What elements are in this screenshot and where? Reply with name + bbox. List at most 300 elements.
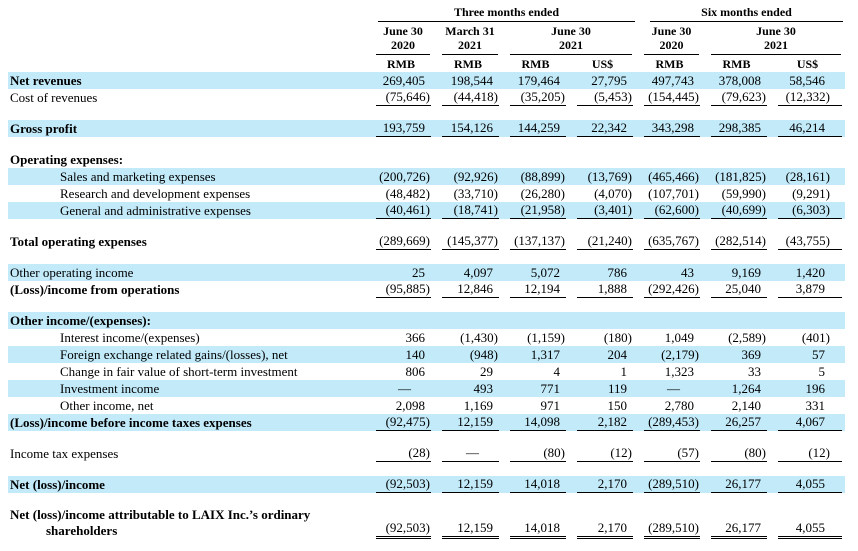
value-cell	[434, 281, 502, 298]
period-june30-2020-6m: June 30 2020	[644, 22, 699, 55]
value: 46,214	[778, 120, 842, 137]
period-june30-2021-6m: June 30 2021	[711, 22, 841, 55]
value: (289,510)	[644, 476, 700, 493]
value: (62,600)	[644, 202, 700, 219]
value: (3,401)	[577, 202, 633, 219]
row-label: Operating expenses:	[10, 152, 124, 167]
value-cell	[770, 72, 845, 89]
value-cell	[636, 89, 703, 106]
value: 12,159	[442, 414, 499, 431]
value: 26,177	[711, 520, 767, 539]
value: (948)	[469, 347, 498, 362]
row-label: Research and development expenses	[60, 186, 251, 201]
value: 204	[607, 347, 627, 362]
value-cell	[770, 363, 845, 380]
value: 331	[805, 398, 825, 413]
value-cell	[703, 281, 770, 298]
value-cell	[703, 202, 770, 219]
value-cell	[770, 202, 845, 219]
row-operating-expenses-heading	[8, 151, 845, 168]
value: 58,546	[789, 73, 825, 88]
value-cell	[569, 233, 636, 250]
value: (12)	[778, 445, 842, 462]
value-cell	[636, 264, 703, 281]
value: 1,317	[530, 347, 560, 362]
value: 2,170	[577, 476, 633, 493]
value-cell	[569, 507, 636, 539]
value-cell	[368, 281, 434, 298]
value-cell	[636, 168, 703, 185]
value-cell	[368, 445, 434, 462]
value-cell	[368, 346, 434, 363]
value: 366	[405, 330, 425, 345]
currency-header: RMB	[722, 57, 751, 71]
spacer-row	[8, 298, 845, 312]
row-net-loss-income-attributable-to-laix-ordinary-shareholders	[8, 507, 845, 539]
row-loss-income-from-operations	[8, 281, 845, 298]
value-cell	[770, 414, 845, 431]
value-cell	[434, 445, 502, 462]
value-cell	[434, 363, 502, 380]
value-cell	[434, 233, 502, 250]
value-cell	[770, 168, 845, 185]
value-cell	[434, 397, 502, 414]
value: (28,161)	[785, 169, 830, 184]
value: 57	[812, 347, 825, 362]
value: (40,699)	[711, 202, 767, 219]
value: 5,072	[530, 265, 560, 280]
value: (289,510)	[644, 520, 700, 539]
value: (33,710)	[453, 186, 498, 201]
value-cell	[770, 151, 845, 168]
value-cell	[703, 414, 770, 431]
currency-header: US$	[591, 57, 614, 71]
value: 378,008	[718, 73, 761, 88]
value: 33	[748, 364, 761, 379]
value-cell	[703, 445, 770, 462]
row-gross-profit	[8, 120, 845, 137]
value-cell	[703, 380, 770, 397]
value-cell	[368, 507, 434, 539]
value-cell	[502, 363, 569, 380]
value: 4,055	[778, 476, 842, 493]
row-label: (Loss)/income from operations	[10, 282, 180, 297]
value-cell	[703, 476, 770, 493]
spacer-cell	[8, 462, 845, 476]
value-cell	[502, 151, 569, 168]
period-june30-2021-3m: June 30 2021	[510, 22, 632, 55]
value: —	[398, 381, 411, 396]
row-investment-income	[8, 380, 845, 397]
value: 806	[405, 364, 425, 379]
value-cell	[502, 202, 569, 219]
value-cell	[703, 72, 770, 89]
row-label: (Loss)/income before income taxes expenses	[8, 414, 368, 431]
value-cell	[502, 476, 569, 493]
value: (35,205)	[510, 89, 566, 106]
financial-statement-page	[0, 5, 858, 539]
value-cell	[569, 363, 636, 380]
value-cell	[434, 380, 502, 397]
value-cell	[502, 346, 569, 363]
value-cell	[770, 120, 845, 137]
value-cell	[636, 72, 703, 89]
value-cell	[434, 72, 502, 89]
value: 5	[818, 364, 825, 379]
currency-header: US$	[796, 57, 819, 71]
value-cell	[703, 120, 770, 137]
value: 1,323	[664, 364, 694, 379]
value-cell	[770, 89, 845, 106]
value-cell	[636, 281, 703, 298]
value-cell	[434, 168, 502, 185]
value: 493	[473, 381, 493, 396]
value: (282,514)	[711, 233, 767, 250]
value-cell	[770, 346, 845, 363]
value-cell	[434, 202, 502, 219]
value-cell	[368, 89, 434, 106]
value: 9,169	[731, 265, 761, 280]
value-cell	[502, 120, 569, 137]
value-cell	[434, 329, 502, 346]
row-other-operating-income	[8, 264, 845, 281]
value: (18,741)	[442, 202, 499, 219]
value: 1,049	[664, 330, 694, 345]
value-cell	[636, 120, 703, 137]
value-cell	[502, 380, 569, 397]
value: 1,420	[795, 265, 825, 280]
value-cell	[703, 312, 770, 329]
row-other-income-expenses-heading	[8, 312, 845, 329]
value-cell	[703, 363, 770, 380]
value: (21,958)	[510, 202, 566, 219]
row-loss-income-before-income-taxes-expenses	[8, 414, 845, 431]
value-cell	[368, 414, 434, 431]
value-cell	[368, 120, 434, 137]
value: 2,140	[731, 398, 761, 413]
value-cell	[569, 120, 636, 137]
value-cell	[770, 476, 845, 493]
value: (200,726)	[379, 169, 430, 184]
value-cell	[434, 414, 502, 431]
value: (289,453)	[644, 414, 700, 431]
value: (154,445)	[644, 89, 700, 106]
value: (401)	[801, 330, 830, 345]
row-research-and-development-expenses	[8, 185, 845, 202]
value-cell	[636, 445, 703, 462]
value-cell	[636, 185, 703, 202]
value-cell	[434, 89, 502, 106]
value-cell	[569, 312, 636, 329]
value: 369	[741, 347, 761, 362]
value: —	[442, 445, 499, 462]
value: 14,018	[510, 476, 566, 493]
value: (92,503)	[376, 520, 431, 539]
value-cell	[703, 233, 770, 250]
value: (88,899)	[520, 169, 565, 184]
row-label: Interest income/(expenses)	[60, 330, 200, 345]
value: 25	[412, 265, 425, 280]
value-cell	[368, 185, 434, 202]
table-body	[8, 72, 845, 539]
value-cell	[368, 329, 434, 346]
value: 22,342	[577, 120, 633, 137]
value-cell	[502, 414, 569, 431]
value: —	[667, 381, 680, 396]
value: 198,544	[450, 73, 493, 88]
value: (145,377)	[442, 233, 499, 250]
value: (2,589)	[728, 330, 766, 345]
value-cell	[368, 312, 434, 329]
value: (13,769)	[587, 169, 632, 184]
value-cell	[770, 397, 845, 414]
row-label: Cost of revenues	[10, 90, 98, 105]
spacer-cell	[8, 250, 845, 264]
row-foreign-exchange-related-gains-losses-net	[8, 346, 845, 363]
spacer-row	[8, 462, 845, 476]
value-cell	[569, 329, 636, 346]
value-cell	[502, 168, 569, 185]
value-cell	[703, 507, 770, 539]
value-cell	[368, 476, 434, 493]
value: (4,070)	[594, 186, 632, 201]
value: 1,264	[731, 381, 761, 396]
value: 1	[620, 364, 627, 379]
value-cell	[703, 264, 770, 281]
value-cell	[434, 476, 502, 493]
row-label: Sales and marketing expenses	[8, 168, 368, 185]
row-label: Other operating income	[8, 264, 368, 281]
value-cell	[703, 168, 770, 185]
value: 2,780	[664, 398, 694, 413]
value: 26,257	[711, 414, 767, 431]
row-net-loss-income	[8, 476, 845, 493]
row-label: Investment income	[8, 380, 368, 397]
value: 2,170	[577, 520, 633, 539]
row-total-operating-expenses	[8, 233, 845, 250]
row-label: General and administrative expenses	[8, 202, 368, 219]
value-cell	[636, 476, 703, 493]
row-label: Gross profit	[8, 120, 368, 137]
value-cell	[434, 312, 502, 329]
value: 43	[681, 265, 694, 280]
value: (59,990)	[721, 186, 766, 201]
value-cell	[368, 168, 434, 185]
value-cell	[502, 233, 569, 250]
value: 1,169	[463, 398, 493, 413]
value: 4,067	[778, 414, 842, 431]
value: 14,018	[510, 520, 566, 539]
spacer-cell	[8, 137, 845, 151]
value: (2,179)	[661, 347, 699, 362]
currency-header: RMB	[521, 57, 550, 71]
row-general-and-administrative-expenses	[8, 202, 845, 219]
value-cell	[368, 397, 434, 414]
column-group-six-months: Six months ended	[650, 5, 843, 22]
value: (289,669)	[376, 233, 431, 250]
value: 29	[480, 364, 493, 379]
value-cell	[569, 281, 636, 298]
value-cell	[434, 151, 502, 168]
value: 150	[607, 398, 627, 413]
value-cell	[636, 507, 703, 539]
value: (28)	[376, 445, 431, 462]
value-cell	[636, 346, 703, 363]
row-interest-income-expenses	[8, 329, 845, 346]
value: 786	[607, 265, 627, 280]
currency-header: RMB	[655, 57, 684, 71]
value: (44,418)	[442, 89, 499, 106]
row-sales-and-marketing-expenses	[8, 168, 845, 185]
spacer-cell	[8, 493, 845, 507]
header-spacer	[8, 5, 368, 22]
value-cell	[368, 233, 434, 250]
spacer-row	[8, 431, 845, 445]
value-cell	[569, 346, 636, 363]
spacer-cell	[8, 106, 845, 120]
value-cell	[636, 233, 703, 250]
currency-header: RMB	[454, 57, 482, 71]
value: (75,646)	[376, 89, 431, 106]
value: 25,040	[711, 281, 767, 298]
period-june30-2020-3m: June 30 2020	[376, 22, 430, 55]
value-cell	[770, 185, 845, 202]
value: (292,426)	[644, 281, 700, 298]
column-group-three-months: Three months ended	[378, 5, 635, 22]
value: 4,097	[463, 265, 493, 280]
value-cell	[368, 151, 434, 168]
value: (107,701)	[648, 186, 699, 201]
value: 193,759	[376, 120, 431, 137]
value: (5,453)	[577, 89, 633, 106]
value-cell	[770, 329, 845, 346]
value-cell	[569, 89, 636, 106]
value: (92,926)	[453, 169, 498, 184]
value: 4	[553, 364, 560, 379]
value-cell	[569, 72, 636, 89]
value-cell	[502, 185, 569, 202]
row-net-revenues	[8, 72, 845, 89]
value: 2,098	[395, 398, 425, 413]
value-cell	[368, 380, 434, 397]
period-date-row	[8, 22, 845, 55]
row-label: Change in fair value of short-term investment	[60, 364, 298, 379]
value-cell	[703, 151, 770, 168]
value: 343,298	[644, 120, 700, 137]
row-label: Net (loss)/income	[8, 476, 368, 493]
period-march31-2021-3m: March 31 2021	[442, 22, 498, 55]
value: 298,385	[711, 120, 767, 137]
value: (6,303)	[778, 202, 842, 219]
value-cell	[703, 185, 770, 202]
header-spacer	[8, 22, 368, 55]
value-cell	[636, 202, 703, 219]
value: 12,159	[442, 476, 499, 493]
value-cell	[434, 120, 502, 137]
value-cell	[569, 168, 636, 185]
value: 12,159	[442, 520, 499, 539]
value-cell	[703, 397, 770, 414]
spacer-row	[8, 250, 845, 264]
value: (635,767)	[644, 233, 700, 250]
value: 3,879	[778, 281, 842, 298]
value: 27,795	[591, 73, 627, 88]
value: 771	[540, 381, 560, 396]
value: (57)	[644, 445, 700, 462]
spacer-row	[8, 137, 845, 151]
row-label: Other income, net	[60, 398, 154, 413]
currency-row	[8, 55, 845, 72]
value-cell	[502, 72, 569, 89]
value: 12,846	[442, 281, 499, 298]
value: (80)	[711, 445, 767, 462]
row-label: Foreign exchange related gains/(losses), net	[8, 346, 368, 363]
spacer-cell	[8, 298, 845, 312]
row-label: Net (loss)/income attributable to LAIX Inc.’s ordinary shareholders	[10, 507, 311, 538]
row-label: Income tax expenses	[10, 446, 119, 461]
value: (1,159)	[527, 330, 565, 345]
value-cell	[703, 346, 770, 363]
value-cell	[502, 89, 569, 106]
row-change-in-fair-value-of-short-term-investment	[8, 363, 845, 380]
income-statement-table	[8, 5, 845, 539]
value: (26,280)	[520, 186, 565, 201]
value: (43,755)	[778, 233, 842, 250]
value: 119	[607, 381, 627, 396]
value-cell	[636, 329, 703, 346]
value-cell	[569, 476, 636, 493]
value-cell	[502, 312, 569, 329]
value-cell	[368, 264, 434, 281]
value-cell	[502, 445, 569, 462]
value-cell	[434, 346, 502, 363]
value: 179,464	[517, 73, 560, 88]
value: 1,888	[577, 281, 633, 298]
row-label: Other income/(expenses):	[8, 312, 368, 329]
row-income-tax-expenses	[8, 445, 845, 462]
value: (9,291)	[792, 186, 830, 201]
value-cell	[636, 312, 703, 329]
value-cell	[636, 151, 703, 168]
value-cell	[434, 507, 502, 539]
value: 144,259	[510, 120, 566, 137]
value-cell	[636, 363, 703, 380]
row-other-income-net	[8, 397, 845, 414]
row-cost-of-revenues	[8, 89, 845, 106]
value: 26,177	[711, 476, 767, 493]
value: 12,194	[510, 281, 566, 298]
value: 2,182	[577, 414, 633, 431]
value: (465,466)	[648, 169, 699, 184]
row-label: Net revenues	[8, 72, 368, 89]
value-cell	[770, 445, 845, 462]
value: 971	[540, 398, 560, 413]
value-cell	[770, 233, 845, 250]
value: (21,240)	[577, 233, 633, 250]
value-cell	[703, 89, 770, 106]
value: 14,098	[510, 414, 566, 431]
header-spacer	[8, 55, 368, 72]
value-cell	[569, 414, 636, 431]
value: 154,126	[442, 120, 499, 137]
spacer-cell	[8, 431, 845, 445]
value: 497,743	[651, 73, 694, 88]
value-cell	[502, 281, 569, 298]
value: (12,332)	[778, 89, 842, 106]
value-cell	[502, 507, 569, 539]
value-cell	[770, 507, 845, 539]
value: (1,430)	[460, 330, 498, 345]
